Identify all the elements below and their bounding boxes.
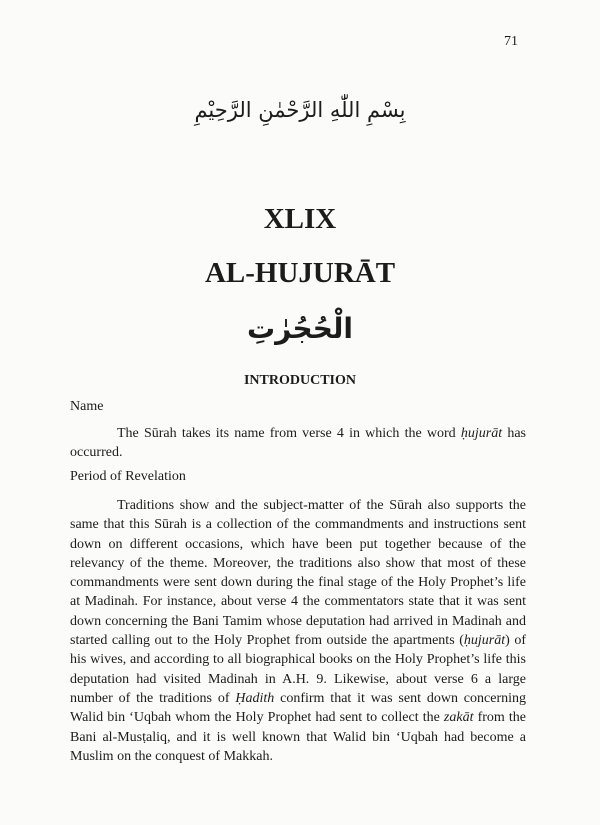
arabic-surah-title: الْحُجُرٰتِ xyxy=(246,312,354,345)
revelation-text-1: Traditions show and the subject-matter of the Sūrah also supports the same that this Sūrah is a collection of the commandments and instructions sent down on different occasions, which have been put together because of the relevancy of the theme. Moreover, the traditions also show that most of these commandments were sent down during the final stage of the Holy Prophet’s life at Madinah. For instance, about verse 4 the commentators state that it was sent down concerning the Bani Tamim whose deputation had arrived in Madinah and started calling out to the Holy Prophet from outside the apartments ( xyxy=(70,498,526,649)
revelation-paragraph xyxy=(70,496,526,766)
revelation-text-2: ) of his wives, and according to all biographical books on the Holy Prophet’s life this deputation had visited Madinah in A.H. 9. Likewise, about verse 6 a large number of the traditions of xyxy=(70,633,526,706)
revelation-heading: Period of Revelation xyxy=(70,469,186,484)
name-text-before: The Sūrah takes its name from verse 4 in which the word xyxy=(117,426,461,441)
term-hadith: Ḥadith xyxy=(235,690,275,706)
introduction-heading: INTRODUCTION xyxy=(243,373,356,388)
revelation-text-4: from the Bani al-Musṭaliq, and it is well known that Walid bin ‘Uqbah had become a Muslim on the conquest of Makkah. xyxy=(70,710,526,764)
term-hujurat: ḥujurāt xyxy=(460,426,503,441)
term-zakat: zakāt xyxy=(443,710,474,726)
revelation-text-3: confirm that it was sent down concerning Walid bin ‘Uqbah whom the Holy Prophet had sent to collect the xyxy=(70,690,526,726)
surah-title: AL-HUJURĀT xyxy=(204,257,396,289)
bismillah-calligraphy: بِسْمِ اللّٰهِ الرَّحْمٰنِ الرَّحِيْمِ xyxy=(194,98,406,122)
page-number: 71 xyxy=(504,34,518,49)
name-heading: Name xyxy=(70,399,104,414)
name-text-after: has occurred. xyxy=(70,426,526,461)
name-paragraph xyxy=(70,424,526,463)
surah-number: XLIX xyxy=(263,203,337,235)
term-hujurat-2: ḥujurāt xyxy=(463,633,506,649)
